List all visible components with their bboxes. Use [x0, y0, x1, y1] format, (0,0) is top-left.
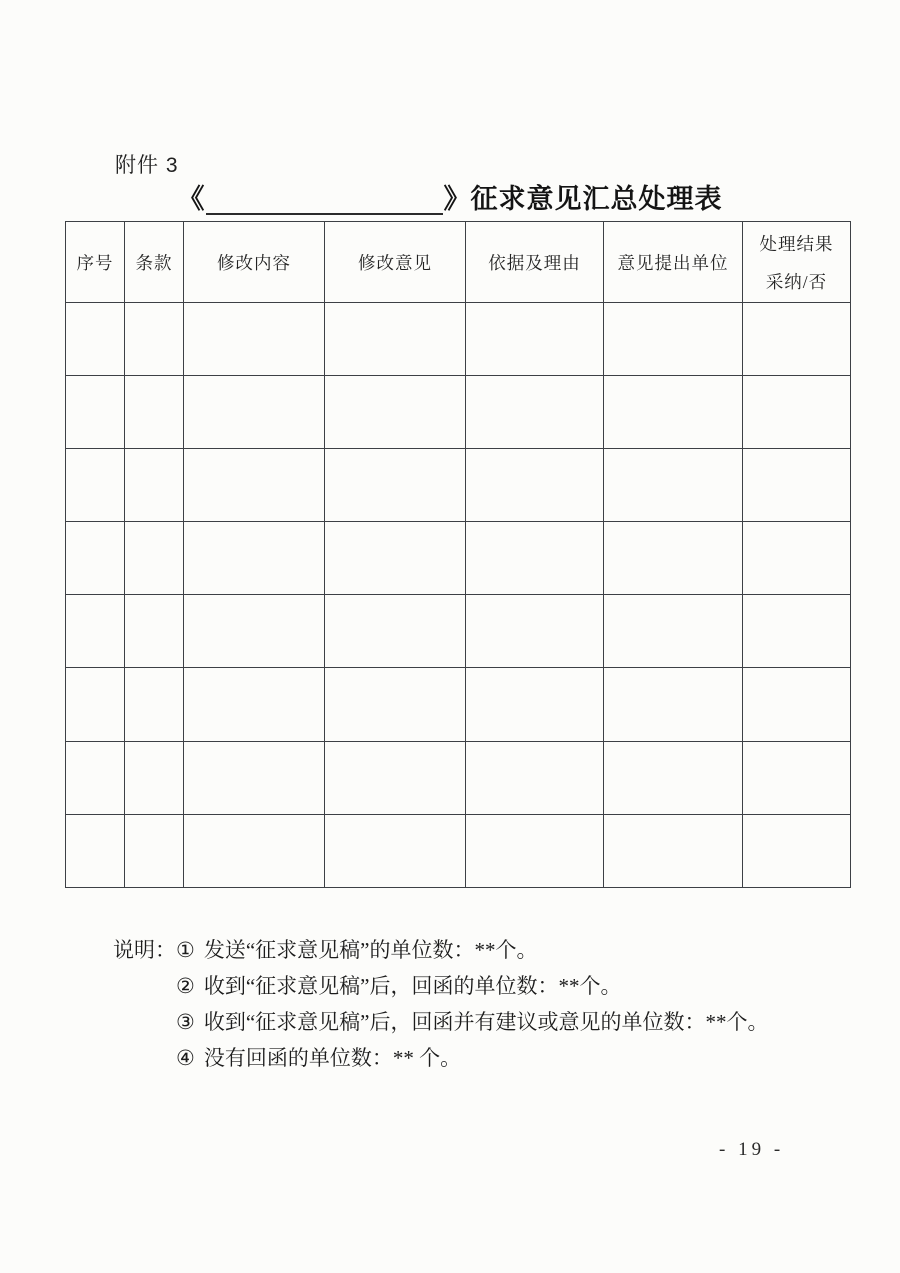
note-marker-circled-3: ③ — [176, 1010, 195, 1034]
result-header-line1: 处理结果 — [759, 233, 834, 254]
table-row — [66, 522, 851, 595]
title-open-bracket: 《 — [177, 184, 205, 214]
note-text: 发送“征求意见稿”的单位数：**个。 — [203, 938, 538, 962]
empty-cell — [66, 449, 125, 522]
empty-cell — [604, 814, 743, 887]
empty-cell — [325, 376, 466, 449]
note-line-4 — [176, 1040, 768, 1076]
note-line-3 — [176, 1004, 768, 1040]
empty-cell — [125, 376, 184, 449]
empty-cell — [604, 668, 743, 741]
table-row — [66, 668, 851, 741]
empty-cell — [66, 595, 125, 668]
empty-cell — [184, 376, 325, 449]
empty-cell — [604, 741, 743, 814]
empty-cell — [604, 595, 743, 668]
note-marker-circled-2: ② — [176, 974, 195, 998]
empty-cell — [743, 595, 851, 668]
empty-cell — [66, 741, 125, 814]
column-header-number: 序号 — [66, 222, 125, 303]
empty-cell — [66, 303, 125, 376]
table-body — [66, 303, 851, 888]
empty-cell — [325, 741, 466, 814]
title-text: 征求意见汇总处理表 — [470, 184, 723, 214]
note-marker-circled-1: ① — [176, 938, 195, 962]
empty-cell — [466, 303, 604, 376]
note-line-1 — [176, 932, 768, 968]
empty-cell — [466, 449, 604, 522]
empty-cell — [325, 303, 466, 376]
notes-items — [176, 932, 768, 1076]
empty-cell — [184, 449, 325, 522]
empty-cell — [466, 522, 604, 595]
table-row — [66, 814, 851, 887]
empty-cell — [184, 668, 325, 741]
column-header-processing-result — [743, 222, 851, 303]
comment-summary-table — [65, 221, 851, 888]
empty-cell — [466, 814, 604, 887]
table-row — [66, 741, 851, 814]
column-header-modified-content: 修改内容 — [184, 222, 325, 303]
empty-cell — [125, 522, 184, 595]
empty-cell — [325, 814, 466, 887]
empty-cell — [184, 814, 325, 887]
empty-cell — [743, 814, 851, 887]
empty-cell — [743, 376, 851, 449]
empty-cell — [184, 303, 325, 376]
empty-cell — [66, 668, 125, 741]
empty-cell — [743, 741, 851, 814]
note-line-2 — [176, 968, 768, 1004]
empty-cell — [743, 449, 851, 522]
empty-cell — [125, 303, 184, 376]
empty-cell — [604, 376, 743, 449]
empty-cell — [125, 595, 184, 668]
empty-cell — [743, 303, 851, 376]
notes-label: 说明： — [113, 938, 176, 962]
title-blank-underline — [206, 187, 443, 215]
table-row — [66, 376, 851, 449]
empty-cell — [184, 741, 325, 814]
title-close-bracket: 》 — [443, 184, 471, 214]
empty-cell — [466, 376, 604, 449]
empty-cell — [125, 449, 184, 522]
column-header-clause: 条款 — [125, 222, 184, 303]
empty-cell — [466, 595, 604, 668]
result-header-line2: 采纳/否 — [765, 271, 828, 292]
empty-cell — [604, 449, 743, 522]
page-number: - 19 - — [719, 1139, 785, 1160]
table-row — [66, 449, 851, 522]
empty-cell — [466, 668, 604, 741]
empty-cell — [743, 522, 851, 595]
column-header-proposing-unit: 意见提出单位 — [604, 222, 743, 303]
table-row — [66, 595, 851, 668]
empty-cell — [604, 303, 743, 376]
table-header-row — [66, 222, 851, 303]
column-header-basis-and-reason: 依据及理由 — [466, 222, 604, 303]
notes-block — [113, 932, 768, 1076]
empty-cell — [325, 522, 466, 595]
empty-cell — [466, 741, 604, 814]
empty-cell — [743, 668, 851, 741]
attachment-label: 附件 3 — [115, 154, 179, 177]
empty-cell — [325, 449, 466, 522]
empty-cell — [66, 376, 125, 449]
empty-cell — [184, 522, 325, 595]
empty-cell — [125, 814, 184, 887]
empty-cell — [125, 741, 184, 814]
note-text: 收到“征求意见稿”后，回函的单位数：**个。 — [203, 974, 622, 998]
note-marker-circled-4: ④ — [176, 1046, 195, 1070]
table-row — [66, 303, 851, 376]
empty-cell — [66, 814, 125, 887]
column-header-modification-opinion: 修改意见 — [325, 222, 466, 303]
note-text: 没有回函的单位数：** 个。 — [203, 1046, 462, 1070]
empty-cell — [125, 668, 184, 741]
empty-cell — [325, 595, 466, 668]
document-title — [0, 183, 900, 215]
empty-cell — [325, 668, 466, 741]
empty-cell — [184, 595, 325, 668]
empty-cell — [66, 522, 125, 595]
note-text: 收到“征求意见稿”后，回函并有建议或意见的单位数：**个。 — [203, 1010, 769, 1034]
empty-cell — [604, 522, 743, 595]
